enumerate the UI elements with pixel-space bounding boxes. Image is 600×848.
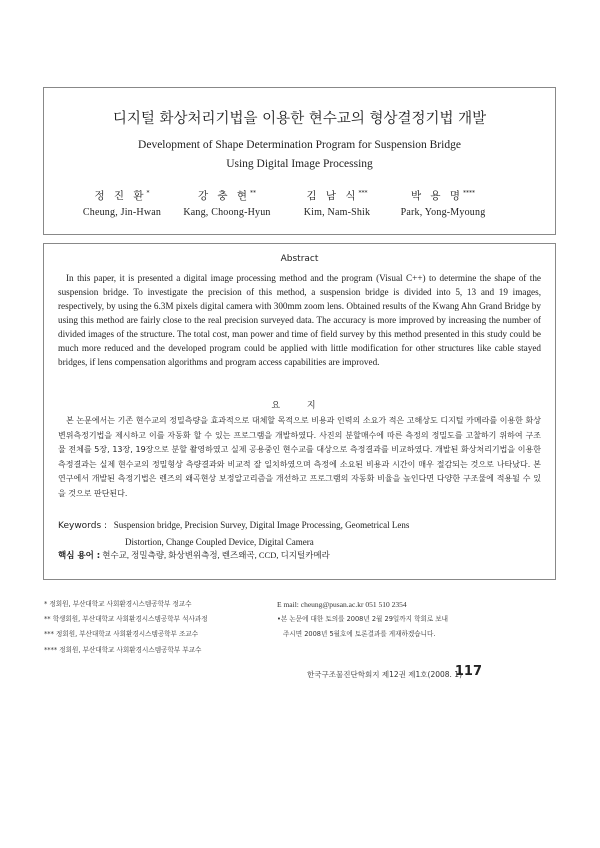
- affiliation-footnotes: [44, 597, 274, 658]
- footnote-2: ** 학생회원, 부산대학교 사회환경시스템공학부 석사과정: [44, 615, 208, 624]
- journal-citation: 한국구조물진단학회지 제12권 제1호(2008. 1): [307, 670, 462, 679]
- author-3-en: Kim, Nam-Shik: [303, 207, 371, 218]
- contact-notes: [277, 597, 527, 642]
- author-3-sup: ***: [358, 189, 368, 197]
- keywords-label: Keywords :: [58, 521, 108, 531]
- author-1-ko: 정 진 환: [94, 190, 147, 202]
- keywords-ko-label: 핵심 용어 :: [58, 551, 101, 561]
- summary-text: 본 논문에서는 기존 현수교의 정밀측량을 효과적으로 대체할 목적으로 비용과 인력의 소요가 적은 고해상도 디지털 카메라를 이용한 화상변위측정기법을 제시하고 이를 자동화 할 수 있는 프로그램을 개발하였다. 사진의 분할매수에 따른 측정의 정밀도를 고찰하기 위하여 구조물 전체를 5장, 13장, 19장으로 분할 촬영하였고 실제 공용중인 현수교를 대상으로 측정결과를 비교하였다. 개발된 화상처리기법을 이용한 측정결과는 실제 현수교의 정밀형상 측량결과와 비교적 잘 일치하였으며 측정에 소요된 비용과 시간이 매우 절감되는 것으로 나타났다. 본 연구에서 개발된 측정기법은 렌즈의 왜곡현상 보정알고리즘을 개선하고 프로그램의 자동화 비율을 높인다면 다양한 구조물에 적용될 수 있을 것으로 판단된다.: [58, 416, 541, 498]
- keywords-line2: Distortion, Change Coupled Device, Digital Camera: [125, 537, 314, 547]
- author-4-sup: ****: [463, 189, 476, 197]
- footnote-4: **** 정회원, 부산대학교 사회환경시스템공학부 부교수: [44, 645, 202, 654]
- author-1-en: Cheung, Jin-Hwan: [82, 207, 162, 218]
- author-2-en: Kang, Choong-Hyun: [183, 207, 271, 218]
- title-english-line2: Using Digital Image Processing: [226, 158, 373, 170]
- summary-heading: 요 지: [271, 401, 328, 411]
- keywords-ko-text: 현수교, 정밀측량, 화상변위측정, 렌즈왜곡, CCD, 디지털카메라: [102, 550, 330, 560]
- author-3-ko: 김 남 식: [306, 190, 359, 202]
- author-4-ko: 박 용 명: [410, 190, 464, 202]
- title-block: [43, 87, 556, 235]
- title-english-line1: Development of Shape Determination Program for Suspension Bridge: [138, 139, 461, 151]
- footnote-3: *** 정회원, 부산대학교 사회환경시스템공학부 조교수: [44, 630, 199, 639]
- abstract-block: [43, 243, 556, 580]
- author-2-ko: 강 충 현: [197, 190, 251, 202]
- abstract-text: In this paper, it is presented a digital image processing method and the program (Visual C++) to determine the shape of the suspension bridge. To investigate the precision of this method, a suspension bridge is divided into 5, 13 and 19 images, respectively, by using the 6.3M pixels digital camera with 300mm zoom lens. Obtained results of the Kwang Ahn Grand Bridge by using this method are fairly close to the real precision surveyed data. The accuracy is more improved by increasing the number of divided images of the structure. The total cost, man power and time of field survey by this method presented in this study could be much more reduced and the developed program could be applied with little modification for other structures like cable stayed bridges, if lens compensation algorithms and program access capabilities are improved.: [58, 273, 541, 367]
- author-4: [378, 188, 508, 218]
- contact-email: E mail: cheung@pusan.ac.kr 051 510 2354: [277, 600, 407, 609]
- author-1-sup: *: [146, 189, 150, 197]
- author-2-sup: **: [250, 189, 257, 197]
- title-korean: 디지털 화상처리기법을 이용한 현수교의 형상결정기법 개발: [112, 111, 487, 127]
- keywords-korean: [58, 549, 541, 561]
- footnote-1: * 정회원, 부산대학교 사회환경시스템공학부 정교수: [44, 600, 192, 608]
- discussion-note-line1: •본 논문에 대한 토의를 2008년 2월 29일까지 학회로 보내: [277, 615, 449, 623]
- keywords-line1: Suspension bridge, Precision Survey, Digital Image Processing, Geometrical Lens: [113, 520, 410, 530]
- author-4-en: Park, Yong-Myoung: [400, 207, 486, 218]
- abstract-heading: Abstract: [280, 254, 319, 264]
- discussion-note-line2: 주시면 2008년 5월호에 토론결과를 게재하겠습니다.: [283, 630, 436, 638]
- page-number: 117: [454, 664, 482, 679]
- keywords-english: [58, 517, 541, 550]
